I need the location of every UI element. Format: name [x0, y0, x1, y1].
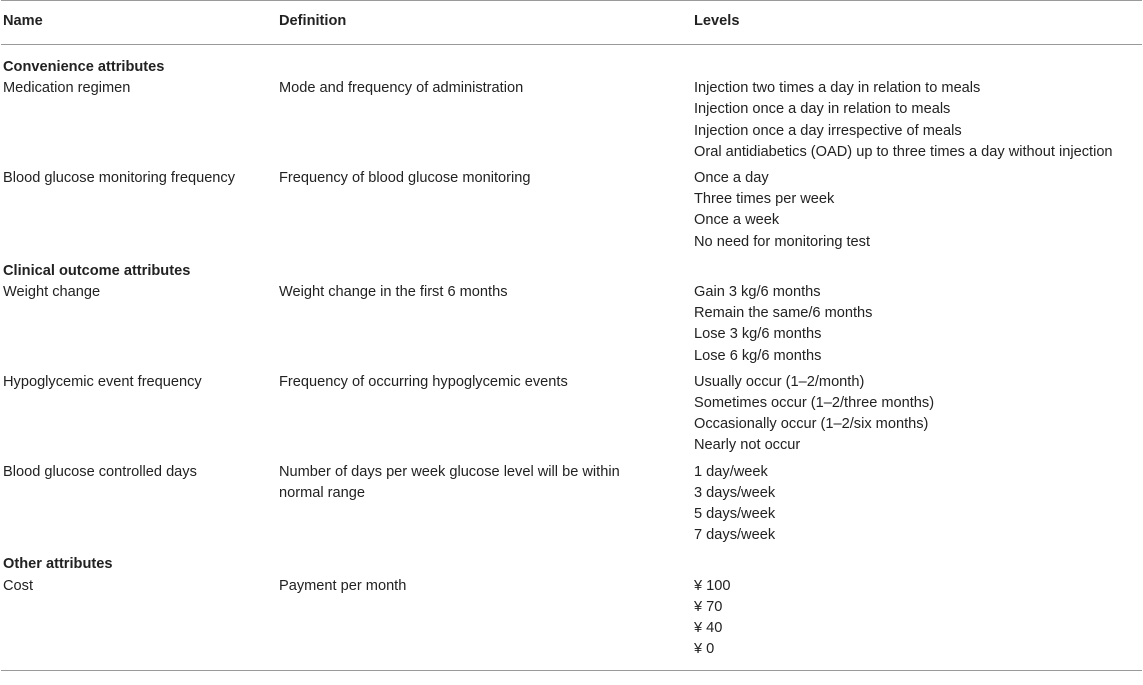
attribute-name: Hypoglycemic event frequency — [3, 373, 202, 390]
header-levels: Levels — [694, 13, 740, 29]
section-title: Convenience attributes — [3, 59, 165, 75]
level-item: 3 days/week — [694, 484, 776, 501]
table-row — [1, 462, 1142, 552]
header-row — [1, 1, 1142, 45]
attribute-levels — [692, 282, 1142, 372]
level-item: Lose 3 kg/6 months — [694, 326, 822, 343]
attribute-name: Blood glucose controlled days — [3, 463, 197, 480]
attribute-definition: Payment per month — [279, 577, 407, 594]
level-item: 5 days/week — [694, 506, 776, 523]
table-body — [1, 45, 1142, 671]
attribute-levels — [692, 576, 1142, 671]
attribute-levels — [692, 462, 1142, 552]
level-item: Injection once a day in relation to meals — [694, 101, 951, 118]
attribute-definition: Weight change in the first 6 months — [279, 284, 508, 301]
level-item: 7 days/week — [694, 527, 776, 544]
level-item: Once a week — [694, 212, 780, 229]
level-item: No need for monitoring test — [694, 233, 871, 250]
section-row — [1, 258, 1142, 282]
attribute-levels — [692, 372, 1142, 462]
level-item: Lose 6 kg/6 months — [694, 347, 822, 364]
level-item: Injection once a day irrespective of meals — [694, 122, 962, 139]
attribute-definition: Frequency of blood glucose monitoring — [279, 170, 531, 187]
attribute-name: Blood glucose monitoring frequency — [3, 170, 236, 187]
level-item: Occasionally occur (1–2/six months) — [694, 416, 929, 433]
level-item: ¥ 0 — [694, 641, 715, 658]
section-title: Clinical outcome attributes — [3, 262, 191, 279]
attribute-definition: Mode and frequency of administration — [279, 80, 524, 97]
table-row — [1, 168, 1142, 258]
level-item: Sometimes occur (1–2/three months) — [694, 395, 935, 412]
level-item: 1 day/week — [694, 463, 768, 480]
attribute-levels — [692, 168, 1142, 258]
section-title: Other attributes — [3, 556, 113, 573]
section-row — [1, 551, 1142, 575]
attribute-name: Cost — [3, 577, 34, 594]
level-item: ¥ 40 — [694, 620, 723, 637]
level-item: Once a day — [694, 170, 769, 187]
table-header — [1, 1, 1142, 45]
level-item: Nearly not occur — [694, 437, 801, 454]
attribute-levels — [692, 78, 1142, 168]
level-item: ¥ 100 — [694, 577, 731, 594]
attribute-name: Medication regimen — [3, 80, 131, 97]
level-item: Usually occur (1–2/month) — [694, 373, 865, 390]
level-item: Remain the same/6 months — [694, 305, 873, 322]
table-row — [1, 372, 1142, 462]
level-item: ¥ 70 — [694, 598, 723, 615]
level-item: Oral antidiabetics (OAD) up to three times a day without injection — [694, 143, 1113, 160]
table-row — [1, 78, 1142, 168]
level-item: Three times per week — [694, 191, 835, 208]
attribute-definition: Number of days per week glucose level will be within normal range — [279, 463, 620, 501]
attributes-table-container — [1, 0, 1142, 671]
level-item: Injection two times a day in relation to meals — [694, 80, 981, 97]
level-item: Gain 3 kg/6 months — [694, 284, 821, 301]
attribute-definition: Frequency of occurring hypoglycemic events — [279, 373, 568, 390]
header-definition: Definition — [279, 13, 347, 29]
table-row — [1, 576, 1142, 671]
header-name: Name — [3, 13, 43, 29]
attributes-table — [1, 0, 1142, 671]
section-row — [1, 45, 1142, 79]
table-row — [1, 282, 1142, 372]
attribute-name: Weight change — [3, 284, 101, 301]
